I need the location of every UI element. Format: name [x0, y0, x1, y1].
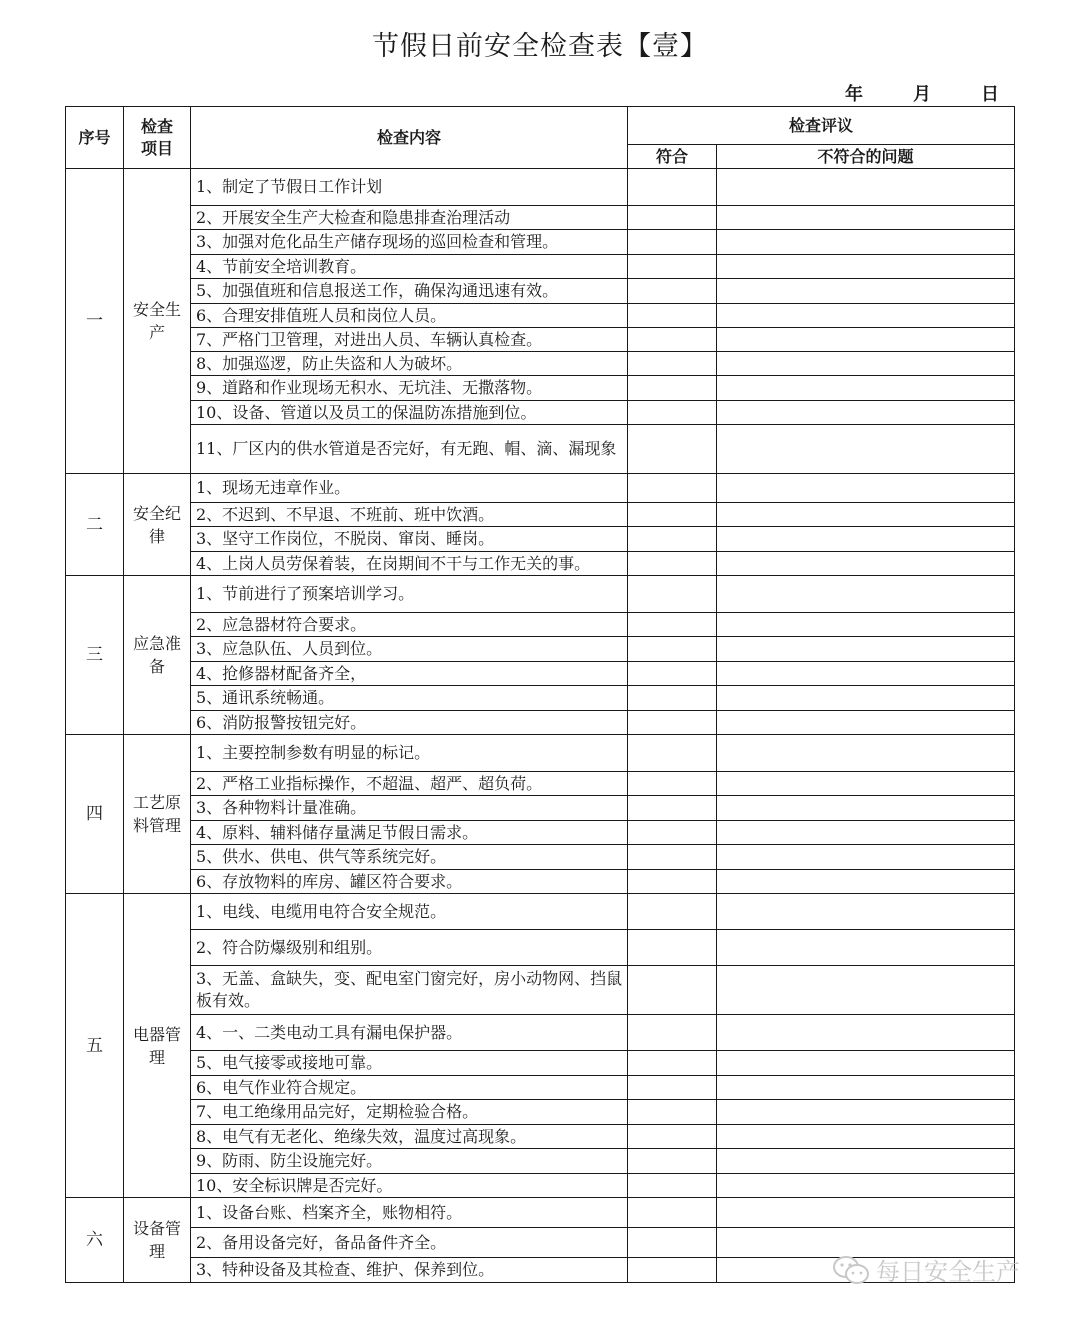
conform-cell[interactable]	[628, 821, 717, 845]
table-row	[66, 821, 1015, 845]
section-category: 工艺原料管理	[124, 735, 191, 894]
conform-cell[interactable]	[628, 930, 717, 966]
header-nonconform: 不符合的问题	[717, 145, 1015, 169]
watermark	[832, 1252, 1020, 1287]
table-row	[66, 796, 1015, 821]
table-row	[66, 1149, 1015, 1174]
section-category: 电器管理	[124, 894, 191, 1198]
wechat-icon	[832, 1255, 870, 1285]
nonconform-cell[interactable]	[717, 425, 1015, 474]
section-number: 六	[66, 1198, 124, 1283]
table-row	[66, 711, 1015, 735]
table-row	[66, 1198, 1015, 1228]
check-item: 1、制定了节假日工作计划	[191, 169, 628, 206]
nonconform-cell[interactable]	[717, 1174, 1015, 1198]
check-item: 4、一、二类电动工具有漏电保护器。	[191, 1015, 628, 1051]
conform-cell[interactable]	[628, 474, 717, 503]
table-row	[66, 169, 1015, 206]
nonconform-cell[interactable]	[717, 1051, 1015, 1076]
conform-cell[interactable]	[628, 1174, 717, 1198]
check-item: 3、特种设备及其检查、维护、保养到位。	[191, 1258, 628, 1283]
conform-cell[interactable]	[628, 1149, 717, 1174]
date-day-label: 日	[981, 84, 999, 105]
conform-cell[interactable]	[628, 735, 717, 772]
table-row	[66, 352, 1015, 376]
table-row	[66, 206, 1015, 230]
table-row	[66, 686, 1015, 711]
conform-cell[interactable]	[628, 1125, 717, 1149]
check-item: 4、抢修器材配备齐全，	[191, 662, 628, 686]
nonconform-cell[interactable]	[717, 821, 1015, 845]
section-number: 二	[66, 474, 124, 576]
conform-cell[interactable]	[628, 772, 717, 796]
check-item: 5、电气接零或接地可靠。	[191, 1051, 628, 1076]
table-row	[66, 1125, 1015, 1149]
conform-cell[interactable]	[628, 552, 717, 576]
nonconform-cell[interactable]	[717, 169, 1015, 206]
table-row	[66, 255, 1015, 279]
conform-cell[interactable]	[628, 425, 717, 474]
check-item: 1、现场无违章作业。	[191, 474, 628, 503]
nonconform-cell[interactable]	[717, 376, 1015, 401]
nonconform-cell[interactable]	[717, 772, 1015, 796]
check-item: 5、加强值班和信息报送工作，确保沟通迅速有效。	[191, 279, 628, 304]
check-item: 6、消防报警按钮完好。	[191, 711, 628, 735]
check-item: 6、存放物料的库房、罐区符合要求。	[191, 870, 628, 894]
nonconform-cell[interactable]	[717, 503, 1015, 527]
header-conform: 符合	[628, 145, 717, 169]
check-item: 8、电气有无老化、绝缘失效，温度过高现象。	[191, 1125, 628, 1149]
section-category: 设备管理	[124, 1198, 191, 1283]
nonconform-cell[interactable]	[717, 1125, 1015, 1149]
check-item: 2、备用设备完好，备品备件齐全。	[191, 1228, 628, 1258]
check-item: 5、供水、供电、供气等系统完好。	[191, 845, 628, 870]
table-row	[66, 930, 1015, 966]
conform-cell[interactable]	[628, 401, 717, 425]
check-item: 2、应急器材符合要求。	[191, 613, 628, 637]
check-item: 3、应急队伍、人员到位。	[191, 637, 628, 662]
check-item: 10、设备、管道以及员工的保温防冻措施到位。	[191, 401, 628, 425]
check-item: 5、通讯系统畅通。	[191, 686, 628, 711]
table-row	[66, 1051, 1015, 1076]
nonconform-cell[interactable]	[717, 206, 1015, 230]
table-row	[66, 474, 1015, 503]
check-item: 1、主要控制参数有明显的标记。	[191, 735, 628, 772]
conform-cell[interactable]	[628, 845, 717, 870]
date-year-label: 年	[845, 84, 863, 105]
check-item: 1、节前进行了预案培训学习。	[191, 576, 628, 613]
conform-cell[interactable]	[628, 1228, 717, 1258]
nonconform-cell[interactable]	[717, 255, 1015, 279]
check-item: 2、不迟到、不早退、不班前、班中饮酒。	[191, 503, 628, 527]
conform-cell[interactable]	[628, 1258, 717, 1283]
table-row	[66, 304, 1015, 328]
conform-cell[interactable]	[628, 328, 717, 352]
section-number: 三	[66, 576, 124, 735]
conform-cell[interactable]	[628, 503, 717, 527]
conform-cell[interactable]	[628, 1015, 717, 1051]
nonconform-cell[interactable]	[717, 711, 1015, 735]
nonconform-cell[interactable]	[717, 230, 1015, 255]
check-item: 3、坚守工作岗位，不脱岗、窜岗、睡岗。	[191, 527, 628, 552]
section-number: 四	[66, 735, 124, 894]
nonconform-cell[interactable]	[717, 576, 1015, 613]
nonconform-cell[interactable]	[717, 1076, 1015, 1100]
section-category: 应急准备	[124, 576, 191, 735]
conform-cell[interactable]	[628, 376, 717, 401]
nonconform-cell[interactable]	[717, 930, 1015, 966]
check-item: 2、开展安全生产大检查和隐患排查治理活动	[191, 206, 628, 230]
table-row	[66, 279, 1015, 304]
check-item: 9、防雨、防尘设施完好。	[191, 1149, 628, 1174]
table-row	[66, 772, 1015, 796]
check-item: 2、符合防爆级别和组别。	[191, 930, 628, 966]
conform-cell[interactable]	[628, 576, 717, 613]
section-category: 安全生产	[124, 169, 191, 474]
check-item: 7、严格门卫管理，对进出人员、车辆认真检查。	[191, 328, 628, 352]
conform-cell[interactable]	[628, 1198, 717, 1228]
nonconform-cell[interactable]	[717, 279, 1015, 304]
conform-cell[interactable]	[628, 1051, 717, 1076]
table-row	[66, 1015, 1015, 1051]
nonconform-cell[interactable]	[717, 686, 1015, 711]
conform-cell[interactable]	[628, 796, 717, 821]
check-item: 8、加强巡逻，防止失盗和人为破坏。	[191, 352, 628, 376]
table-row	[66, 1174, 1015, 1198]
conform-cell[interactable]	[628, 255, 717, 279]
check-item: 4、节前安全培训教育。	[191, 255, 628, 279]
section-number: 五	[66, 894, 124, 1198]
conform-cell[interactable]	[628, 662, 717, 686]
table-row	[66, 966, 1015, 1015]
nonconform-cell[interactable]	[717, 352, 1015, 376]
table-row	[66, 401, 1015, 425]
check-item: 3、各种物料计量准确。	[191, 796, 628, 821]
nonconform-cell[interactable]	[717, 1149, 1015, 1174]
conform-cell[interactable]	[628, 304, 717, 328]
table-row	[66, 503, 1015, 527]
header-seq: 序号	[66, 107, 124, 169]
nonconform-cell[interactable]	[717, 637, 1015, 662]
table-row	[66, 425, 1015, 474]
conform-cell[interactable]	[628, 711, 717, 735]
table-body	[66, 169, 1015, 1283]
conform-cell[interactable]	[628, 352, 717, 376]
check-item: 3、无盖、盒缺失，变、配电室门窗完好，房小动物网、挡鼠板有效。	[191, 966, 628, 1015]
page-title: 节假日前安全检查表【壹】	[372, 31, 708, 62]
table-row	[66, 328, 1015, 352]
check-item: 3、加强对危化品生产储存现场的巡回检查和管理。	[191, 230, 628, 255]
conform-cell[interactable]	[628, 1076, 717, 1100]
nonconform-cell[interactable]	[717, 304, 1015, 328]
check-item: 1、电线、电缆用电符合安全规范。	[191, 894, 628, 930]
table-row	[66, 662, 1015, 686]
date-month-label: 月	[913, 84, 931, 105]
check-item: 4、原料、辅料储存量满足节假日需求。	[191, 821, 628, 845]
table-row	[66, 735, 1015, 772]
check-item: 10、安全标识牌是否完好。	[191, 1174, 628, 1198]
check-item: 2、严格工业指标操作，不超温、超严、超负荷。	[191, 772, 628, 796]
nonconform-cell[interactable]	[717, 328, 1015, 352]
table-row	[66, 552, 1015, 576]
check-item: 4、上岗人员劳保着装，在岗期间不干与工作无关的事。	[191, 552, 628, 576]
conform-cell[interactable]	[628, 894, 717, 930]
table-row	[66, 637, 1015, 662]
check-item: 9、道路和作业现场无积水、无坑洼、无撒落物。	[191, 376, 628, 401]
nonconform-cell[interactable]	[717, 1198, 1015, 1228]
conform-cell[interactable]	[628, 230, 717, 255]
nonconform-cell[interactable]	[717, 552, 1015, 576]
table-row	[66, 894, 1015, 930]
conform-cell[interactable]	[628, 637, 717, 662]
conform-cell[interactable]	[628, 870, 717, 894]
section-number: 一	[66, 169, 124, 474]
conform-cell[interactable]	[628, 206, 717, 230]
nonconform-cell[interactable]	[717, 1015, 1015, 1051]
table-row	[66, 230, 1015, 255]
nonconform-cell[interactable]	[717, 735, 1015, 772]
nonconform-cell[interactable]	[717, 662, 1015, 686]
nonconform-cell[interactable]	[717, 1100, 1015, 1125]
check-item: 6、合理安排值班人员和岗位人员。	[191, 304, 628, 328]
nonconform-cell[interactable]	[717, 527, 1015, 552]
conform-cell[interactable]	[628, 613, 717, 637]
check-item: 1、设备台账、档案齐全，账物相符。	[191, 1198, 628, 1228]
section-category: 安全纪律	[124, 474, 191, 576]
check-item: 7、电工绝缘用品完好，定期检验合格。	[191, 1100, 628, 1125]
nonconform-cell[interactable]	[717, 894, 1015, 930]
nonconform-cell[interactable]	[717, 401, 1015, 425]
check-item: 11、厂区内的供水管道是否完好，有无跑、帽、滴、漏现象	[191, 425, 628, 474]
nonconform-cell[interactable]	[717, 870, 1015, 894]
table-row	[66, 576, 1015, 613]
nonconform-cell[interactable]	[717, 613, 1015, 637]
conform-cell[interactable]	[628, 279, 717, 304]
conform-cell[interactable]	[628, 169, 717, 206]
table-row	[66, 845, 1015, 870]
table-row	[66, 527, 1015, 552]
table-row	[66, 613, 1015, 637]
inspection-table	[65, 106, 1015, 1283]
nonconform-cell[interactable]	[717, 474, 1015, 503]
conform-cell[interactable]	[628, 1100, 717, 1125]
table-row	[66, 1100, 1015, 1125]
nonconform-cell[interactable]	[717, 796, 1015, 821]
conform-cell[interactable]	[628, 527, 717, 552]
table-row	[66, 1076, 1015, 1100]
header-category: 检查项目	[124, 107, 191, 169]
check-item: 6、电气作业符合规定。	[191, 1076, 628, 1100]
header-review: 检查评议	[628, 107, 1015, 145]
conform-cell[interactable]	[628, 966, 717, 1015]
table-row	[66, 870, 1015, 894]
date-line	[0, 80, 1080, 104]
nonconform-cell[interactable]	[717, 966, 1015, 1015]
header-content: 检查内容	[191, 107, 628, 169]
table-row	[66, 376, 1015, 401]
nonconform-cell[interactable]	[717, 845, 1015, 870]
conform-cell[interactable]	[628, 686, 717, 711]
watermark-text: 每日安全生产	[876, 1258, 1020, 1286]
